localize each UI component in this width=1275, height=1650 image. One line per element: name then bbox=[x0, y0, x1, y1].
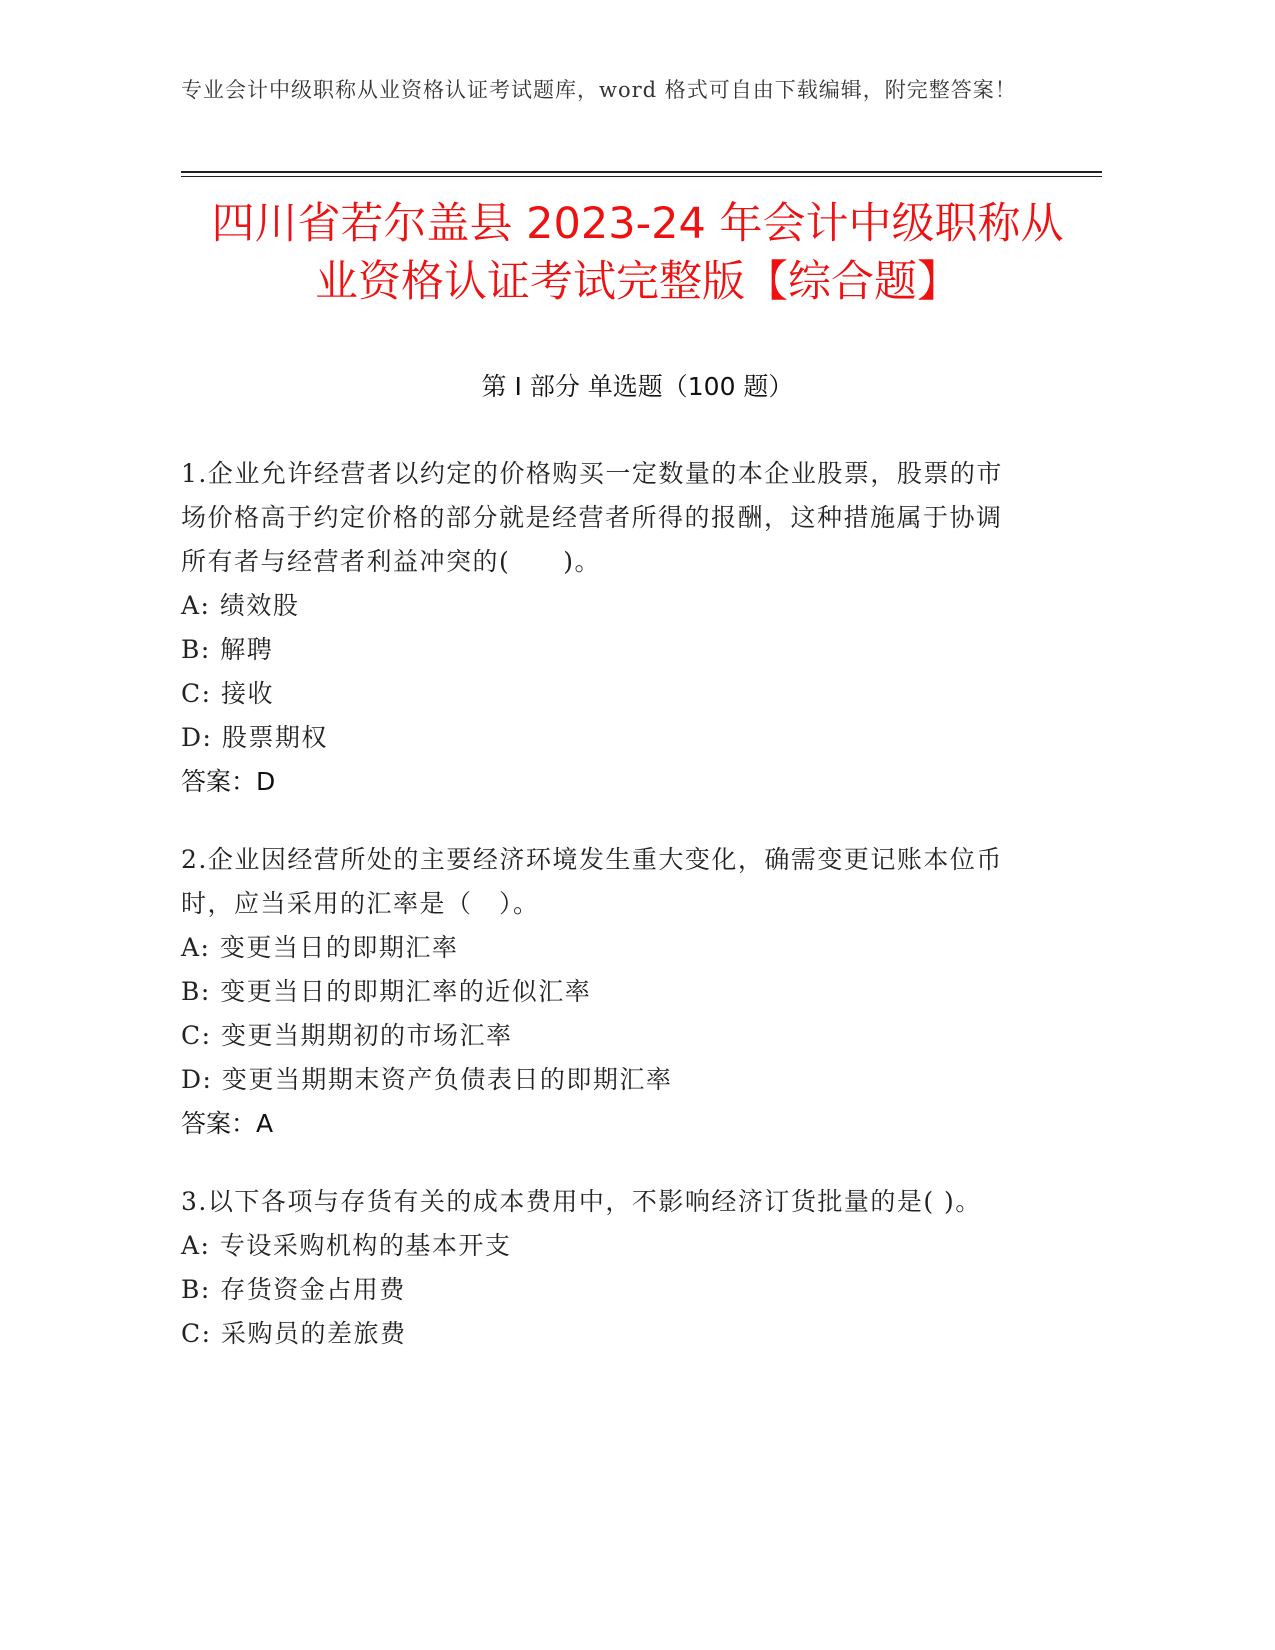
option-d: D: 变更当期期末资产负债表日的即期汇率 bbox=[181, 1065, 673, 1094]
question-list bbox=[181, 452, 1021, 1390]
section-title: 第 I 部分 单选题（100 题） bbox=[481, 372, 794, 401]
option-b: B: 存货资金占用费 bbox=[181, 1275, 406, 1304]
option-a: A: 专设采购机构的基本开支 bbox=[181, 1231, 512, 1260]
document-title bbox=[150, 195, 1125, 311]
answer-line: 答案：D bbox=[181, 767, 276, 796]
option-c: C: 变更当期期初的市场汇率 bbox=[181, 1021, 513, 1050]
header-divider-thick bbox=[181, 171, 1102, 173]
question-stem: 3.以下各项与存货有关的成本费用中，不影响经济订货批量的是( )。 bbox=[181, 1187, 982, 1216]
option-c: C: 接收 bbox=[181, 679, 274, 708]
option-a: A: 变更当日的即期汇率 bbox=[181, 933, 459, 962]
answer-line: 答案：A bbox=[181, 1109, 274, 1138]
option-d: D: 股票期权 bbox=[181, 723, 328, 752]
option-b: B: 解聘 bbox=[181, 635, 274, 664]
question-2 bbox=[181, 838, 1021, 1146]
question-1 bbox=[181, 452, 1021, 804]
header-divider-thin bbox=[181, 176, 1102, 177]
header-note: 专业会计中级职称从业资格认证考试题库，word 格式可自由下载编辑，附完整答案！ bbox=[181, 78, 1017, 102]
document-title-line-2: 业资格认证考试完整版【综合题】 bbox=[315, 257, 960, 307]
question-stem: 2.企业因经营所处的主要经济环境发生重大变化，确需变更记账本位币时，应当采用的汇率是（ ）。 bbox=[181, 845, 1003, 918]
question-3 bbox=[181, 1180, 1021, 1356]
question-stem: 1.企业允许经营者以约定的价格购买一定数量的本企业股票，股票的市场价格高于约定价格的部分就是经营者所得的报酬，这种措施属于协调所有者与经营者利益冲突的( )。 bbox=[181, 459, 1003, 576]
document-title-line-1: 四川省若尔盖县 2023-24 年会计中级职称从 bbox=[211, 199, 1064, 249]
option-a: A: 绩效股 bbox=[181, 591, 300, 620]
option-c: C: 采购员的差旅费 bbox=[181, 1319, 407, 1348]
option-b: B: 变更当日的即期汇率的近似汇率 bbox=[181, 977, 592, 1006]
